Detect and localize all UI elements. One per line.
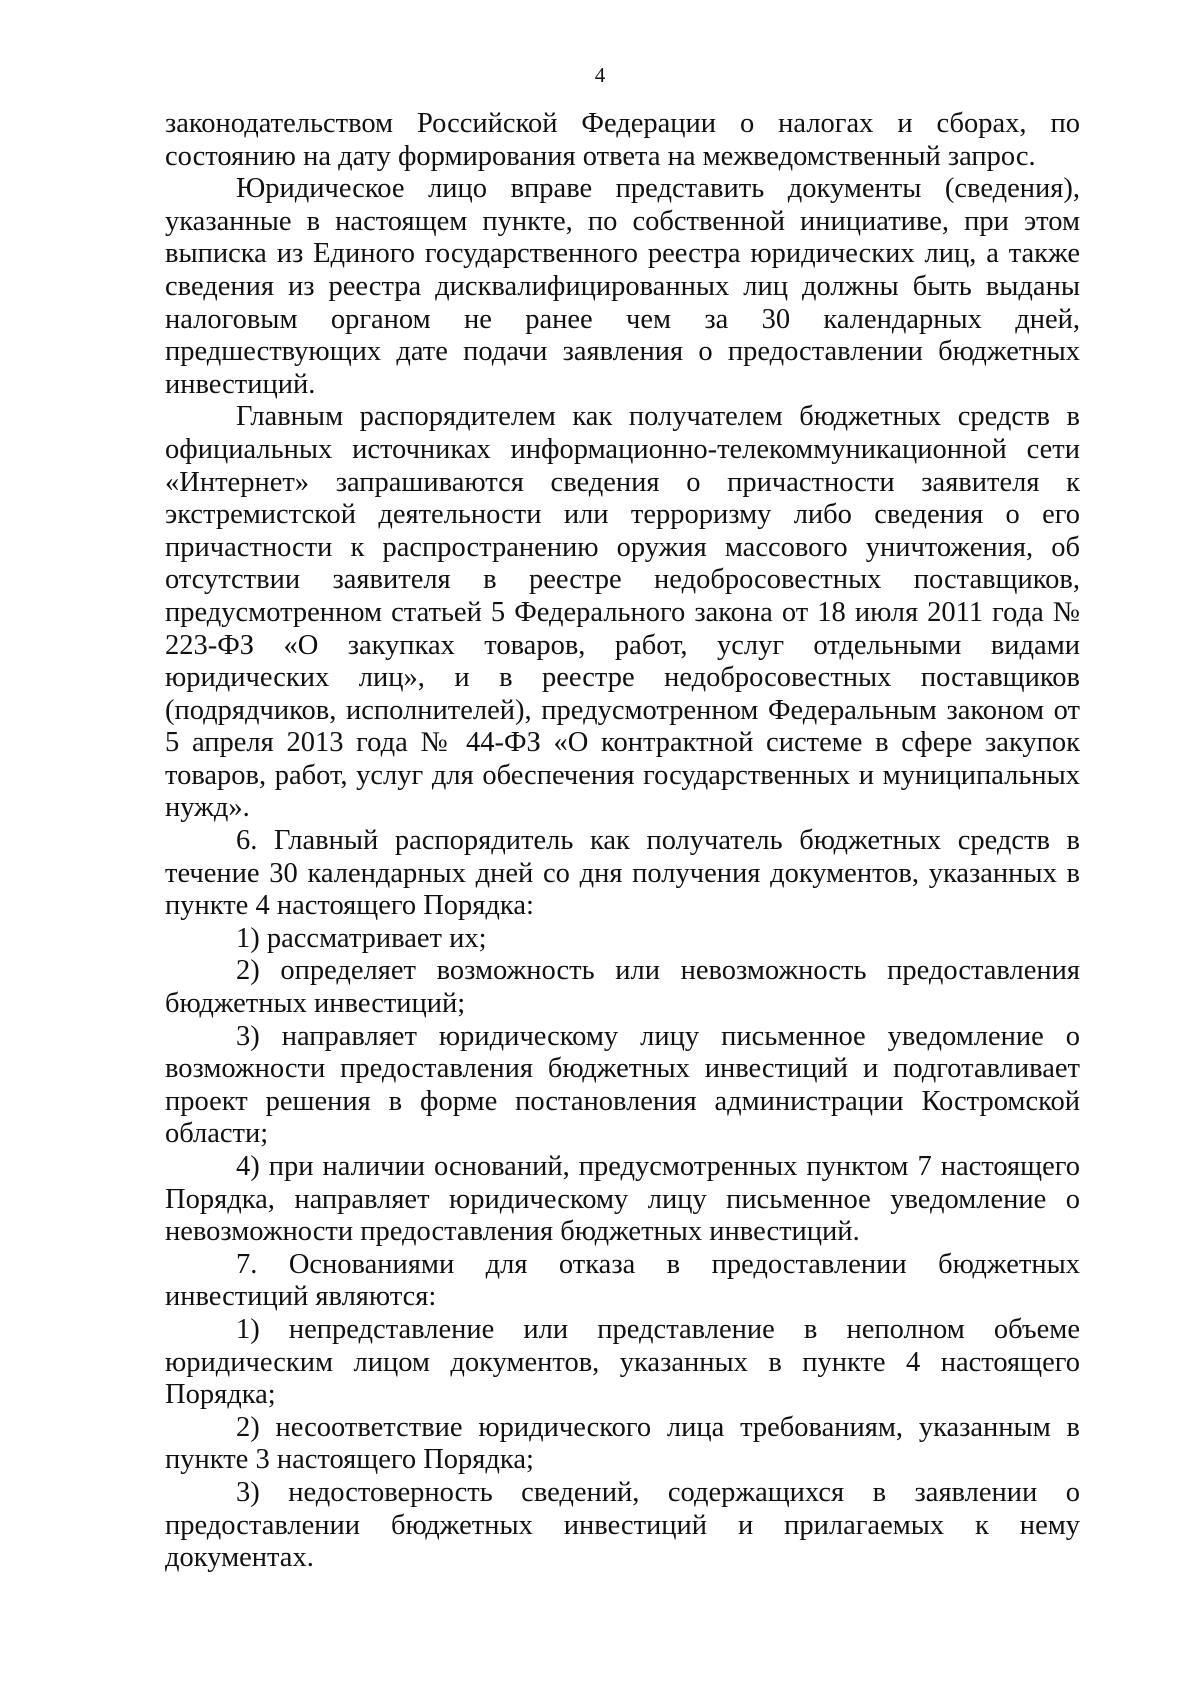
paragraph-item-7: 7. Основаниями для отказа в предоставлении бюджетных инвестиций являются: xyxy=(165,1248,1080,1313)
paragraph-item-6-4: 4) при наличии оснований, предусмотренных пунктом 7 настоящего Порядка, направляет юридическому лицу письменное уведомление о невозможности предоставления бюджетных инвестиций. xyxy=(165,1151,1080,1248)
document-body xyxy=(165,108,1080,1575)
page-number: 4 xyxy=(594,63,606,87)
paragraph-item-6: 6. Главный распорядитель как получатель бюджетных средств в течение 30 календарных дней со дня получения документов, указанных в пункте 4 настоящего Порядка: xyxy=(165,825,1080,922)
paragraph-item-6-1: 1) рассматривает их; xyxy=(236,922,487,954)
paragraph-continuation: законодательством Российской Федерации о налогах и сборах, по состоянию на дату формирования ответа на межведомственный запрос. xyxy=(165,108,1080,172)
paragraph-item-7-1: 1) непредставление или представление в неполном объеме юридическим лицом документов, указанных в пункте 4 настоящего Порядка; xyxy=(165,1313,1080,1411)
paragraph-internet-check: Главным распорядителем как получателем бюджетных средств в официальных источниках информационно-телекоммуникационной сети «Интернет» запрашиваются сведения о причастности заявителя к экстремистской деятельности или терроризму либо сведения о его причастности к распространению оружия массового уничтожения, об отсутствии заявителя в реестре недобросовестных поставщиков, предусмотренном статьей 5 Федерального закона от 18 июля 2011 года № 223-ФЗ «О закупках товаров, работ, услуг отдельными видами юридических лиц», и в реестре недобросовестных поставщиков (подрядчиков, исполнителей), предусмотренном Федеральным законом от 5 апреля 2013 года № 44-ФЗ «О контрактной системе в сфере закупок товаров, работ, услуг для обеспечения государственных и муниципальных нужд». xyxy=(165,401,1080,824)
paragraph-item-7-3: 3) недостоверность сведений, содержащихся в заявлении о предоставлении бюджетных инвестиций и прилагаемых к нему документах. xyxy=(165,1476,1080,1574)
paragraph-own-initiative: Юридическое лицо вправе представить документы (сведения), указанные в настоящем пункте, по собственной инициативе, при этом выписка из Единого государственного реестра юридических лиц, а также сведения из реестра дисквалифицированных лиц должны быть выданы налоговым органом не ранее чем за 30 календарных дней, предшествующих дате подачи заявления о предоставлении бюджетных инвестиций. xyxy=(165,173,1080,400)
paragraph-item-6-2: 2) определяет возможность или невозможность предоставления бюджетных инвестиций; xyxy=(165,955,1080,1020)
paragraph-item-7-2: 2) несоответствие юридического лица требованиям, указанным в пункте 3 настоящего Порядка; xyxy=(165,1411,1080,1476)
paragraph-item-6-3: 3) направляет юридическому лицу письменное уведомление о возможности предоставления бюджетных инвестиций и подготавливает проект решения в форме постановления администрации Костромской области; xyxy=(165,1020,1080,1150)
